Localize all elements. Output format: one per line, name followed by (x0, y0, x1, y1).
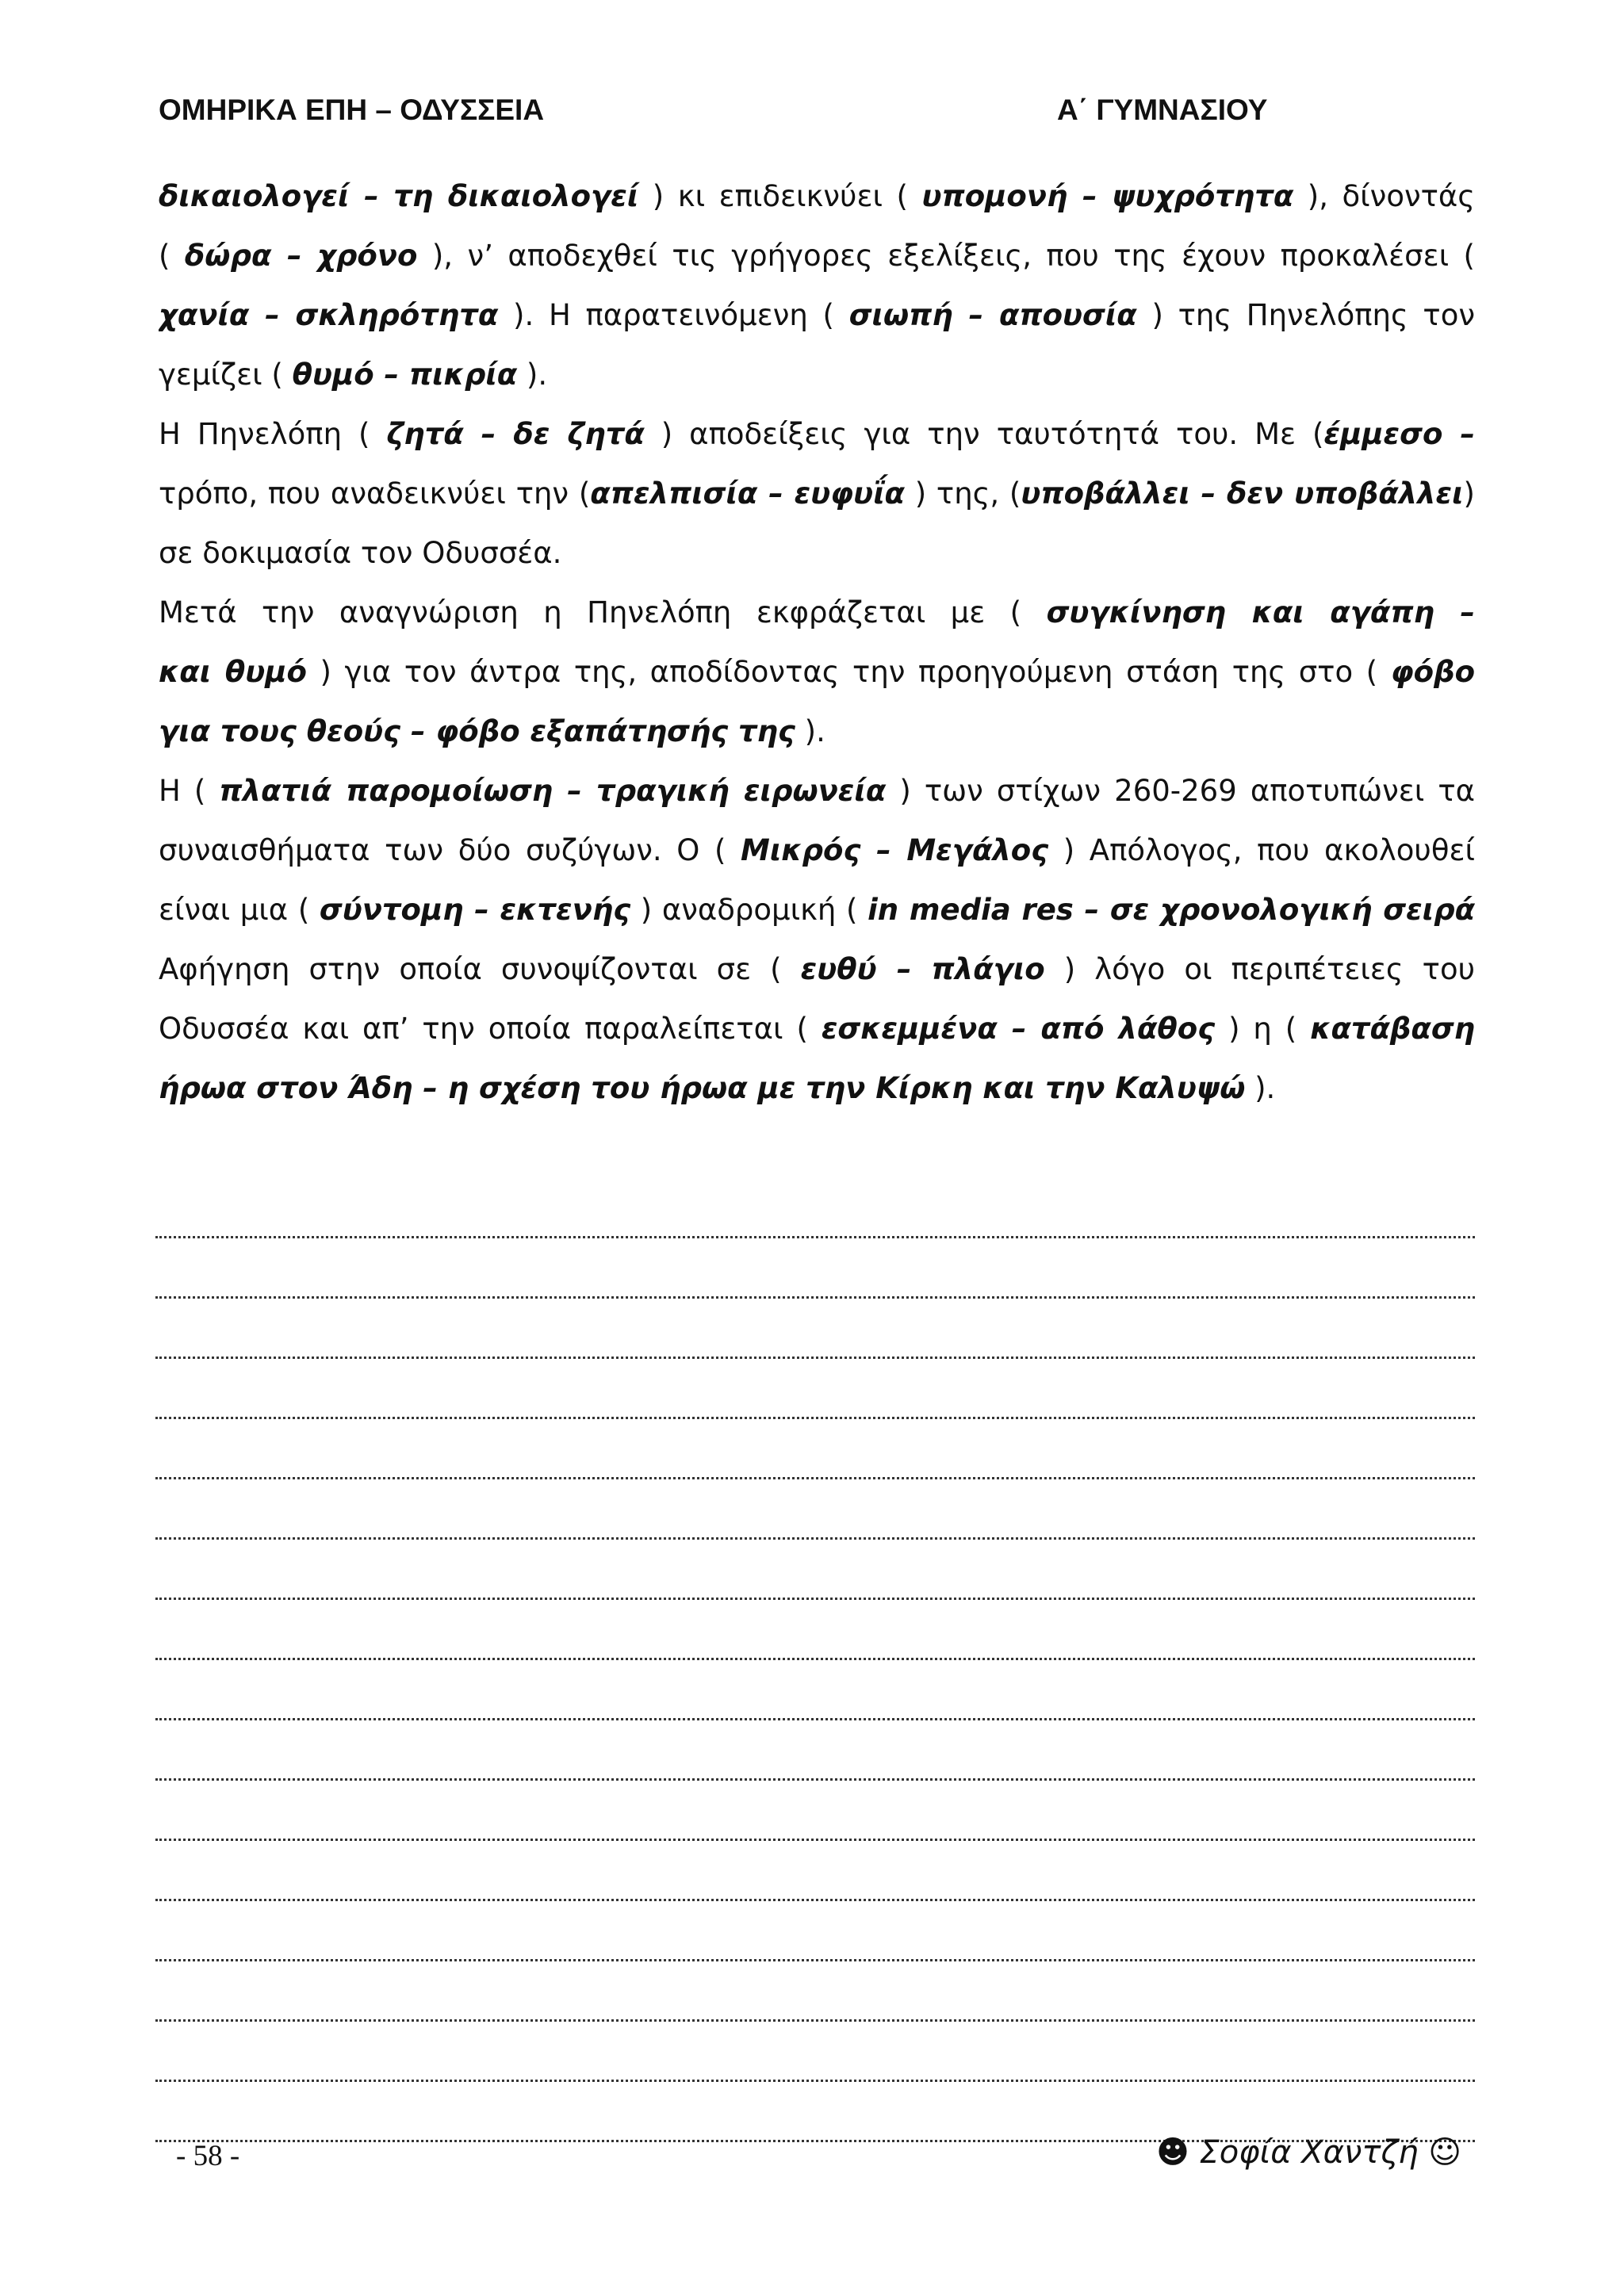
text-line (159, 702, 1475, 761)
exercise-text (159, 166, 1475, 1118)
text-fragment: ) Απόλογος, που ακολουθεί (1048, 833, 1475, 867)
text-fragment: γεμίζει ( (159, 358, 293, 392)
text-fragment: συναισθήματα των δύο συζύγων. Ο ( (159, 833, 741, 867)
text-line (159, 285, 1475, 345)
text-line (159, 642, 1475, 702)
text-fragment: Η Πηνελόπη ( (159, 417, 387, 451)
text-line (159, 345, 1475, 404)
text-fragment: ). (1245, 1071, 1276, 1105)
dotted-answer-line[interactable] (155, 2033, 1475, 2093)
answer-option: ήρωα στον Άδη – η σχέση του ήρωα με την Κίρκη και την Καλυψώ (159, 1071, 1246, 1105)
text-fragment: Η ( (159, 774, 220, 808)
text-fragment: ) λόγο οι περιπέτειες του (1044, 952, 1475, 986)
text-line (159, 999, 1475, 1058)
dotted-answer-line[interactable] (155, 1551, 1475, 1611)
text-line (159, 1058, 1475, 1118)
text-line (159, 166, 1475, 226)
answer-option: απελπισία – ευφυΐα (590, 476, 905, 511)
answer-option: για τους θεούς – φόβο εξαπάτησής της (159, 714, 795, 748)
dotted-answer-line[interactable] (155, 1310, 1475, 1370)
answer-option: υποβάλλει – δεν υποβάλλει (1021, 476, 1464, 511)
answer-option: υπομονή – ψυχρότητα (921, 179, 1294, 213)
dotted-answer-line[interactable] (155, 1611, 1475, 1671)
answer-option: κατάβαση (1310, 1012, 1475, 1046)
text-fragment: ) για τον άντρα της, αποδίδοντας την προηγούμενη στάση της στο ( (306, 655, 1391, 689)
dotted-answer-line[interactable] (155, 1189, 1475, 1249)
text-line (159, 880, 1475, 939)
text-line (159, 583, 1475, 642)
text-fragment: ). Η παρατεινόμενη ( (498, 298, 849, 332)
answer-option: Μικρός – Μεγάλος (741, 833, 1049, 867)
text-fragment: σε δοκιμασία τον Οδυσσέα. (159, 536, 562, 570)
text-line (159, 464, 1475, 523)
dotted-answer-line[interactable] (155, 1973, 1475, 2033)
dotted-answer-line[interactable] (155, 1792, 1475, 1852)
text-fragment: Αφήγηση στην οποία συνοψίζονται σε ( (159, 952, 801, 986)
answer-option: δώρα – χρόνο (184, 239, 418, 273)
text-fragment: ( (159, 239, 185, 273)
dotted-answer-line[interactable] (155, 1430, 1475, 1490)
text-line (159, 523, 1475, 583)
text-fragment: ). (517, 358, 548, 392)
text-fragment: ), δίνοντάς (1307, 179, 1475, 213)
answer-option: ευθύ – πλάγιο (800, 952, 1045, 986)
answer-option: έμμεσο – (1323, 417, 1475, 451)
answer-option: και θυμό (159, 655, 307, 689)
text-fragment: ) αναδρομική ( (630, 893, 868, 927)
text-line (159, 821, 1475, 880)
text-fragment: ), ν’ αποδεχθεί τις γρήγορες εξελίξεις, που της έχουν προκαλέσει ( (417, 239, 1475, 273)
dotted-answer-line[interactable] (155, 1732, 1475, 1792)
answer-option: πλατιά παρομοίωση – τραγική ειρωνεία (219, 774, 887, 808)
text-fragment: ) της Πηνελόπης τον (1136, 298, 1475, 332)
page-number: - 58 - (176, 2140, 240, 2172)
answer-option: δικαιολογεί – τη δικαιολογεί (159, 179, 639, 213)
text-fragment: ) η ( (1215, 1012, 1311, 1046)
answer-option: ζητά – δε ζητά (386, 417, 645, 451)
text-fragment: ) (1463, 476, 1475, 511)
answer-option: συγκίνηση και αγάπη – (1046, 595, 1475, 629)
dotted-answer-line[interactable] (155, 1249, 1475, 1310)
dotted-answer-line[interactable] (155, 1370, 1475, 1430)
text-fragment: ) κι επιδεικνύει ( (638, 179, 922, 213)
author-signature: ☻ Σοφία Χαντζή ☺ (1156, 2134, 1461, 2171)
text-fragment: ). (795, 714, 825, 748)
text-fragment: τρόπο, που αναδεικνύει την ( (159, 476, 591, 511)
answer-option: θυμό – πικρία (292, 358, 518, 392)
answer-option: φόβο (1390, 655, 1475, 689)
text-line (159, 939, 1475, 999)
page-header (159, 94, 1469, 141)
answer-lines (155, 1189, 1475, 2153)
header-class: Α΄ ΓΥΜΝΑΣΙΟΥ (1057, 94, 1268, 126)
text-line (159, 226, 1475, 285)
text-fragment: ) αποδείξεις για την ταυτότητά του. Με ( (644, 417, 1324, 451)
dotted-answer-line[interactable] (155, 1852, 1475, 1912)
text-fragment: είναι μια ( (159, 893, 320, 927)
answer-option: χανία – σκληρότητα (159, 298, 499, 332)
answer-option: σύντομη – εκτενής (319, 893, 631, 927)
text-fragment: ) των στίχων 260-269 αποτυπώνει τα (886, 774, 1475, 808)
answer-option: σιωπή – απουσία (848, 298, 1137, 332)
answer-option: in media res – σε χρονολογική σειρά (868, 893, 1475, 927)
dotted-answer-line[interactable] (155, 1912, 1475, 1973)
text-fragment: Οδυσσέα και απ’ την οποία παραλείπεται ( (159, 1012, 822, 1046)
text-line (159, 761, 1475, 821)
dotted-answer-line[interactable] (155, 1671, 1475, 1732)
dotted-answer-line[interactable] (155, 1490, 1475, 1551)
header-title: ΟΜΗΡΙΚΑ ΕΠΗ – ΟΔΥΣΣΕΙΑ (159, 94, 545, 126)
text-line (159, 404, 1475, 464)
answer-option: εσκεμμένα – από λάθος (821, 1012, 1216, 1046)
text-fragment: ) της, ( (904, 476, 1021, 511)
text-fragment: Μετά την αναγνώριση η Πηνελόπη εκφράζεται με ( (159, 595, 1047, 629)
